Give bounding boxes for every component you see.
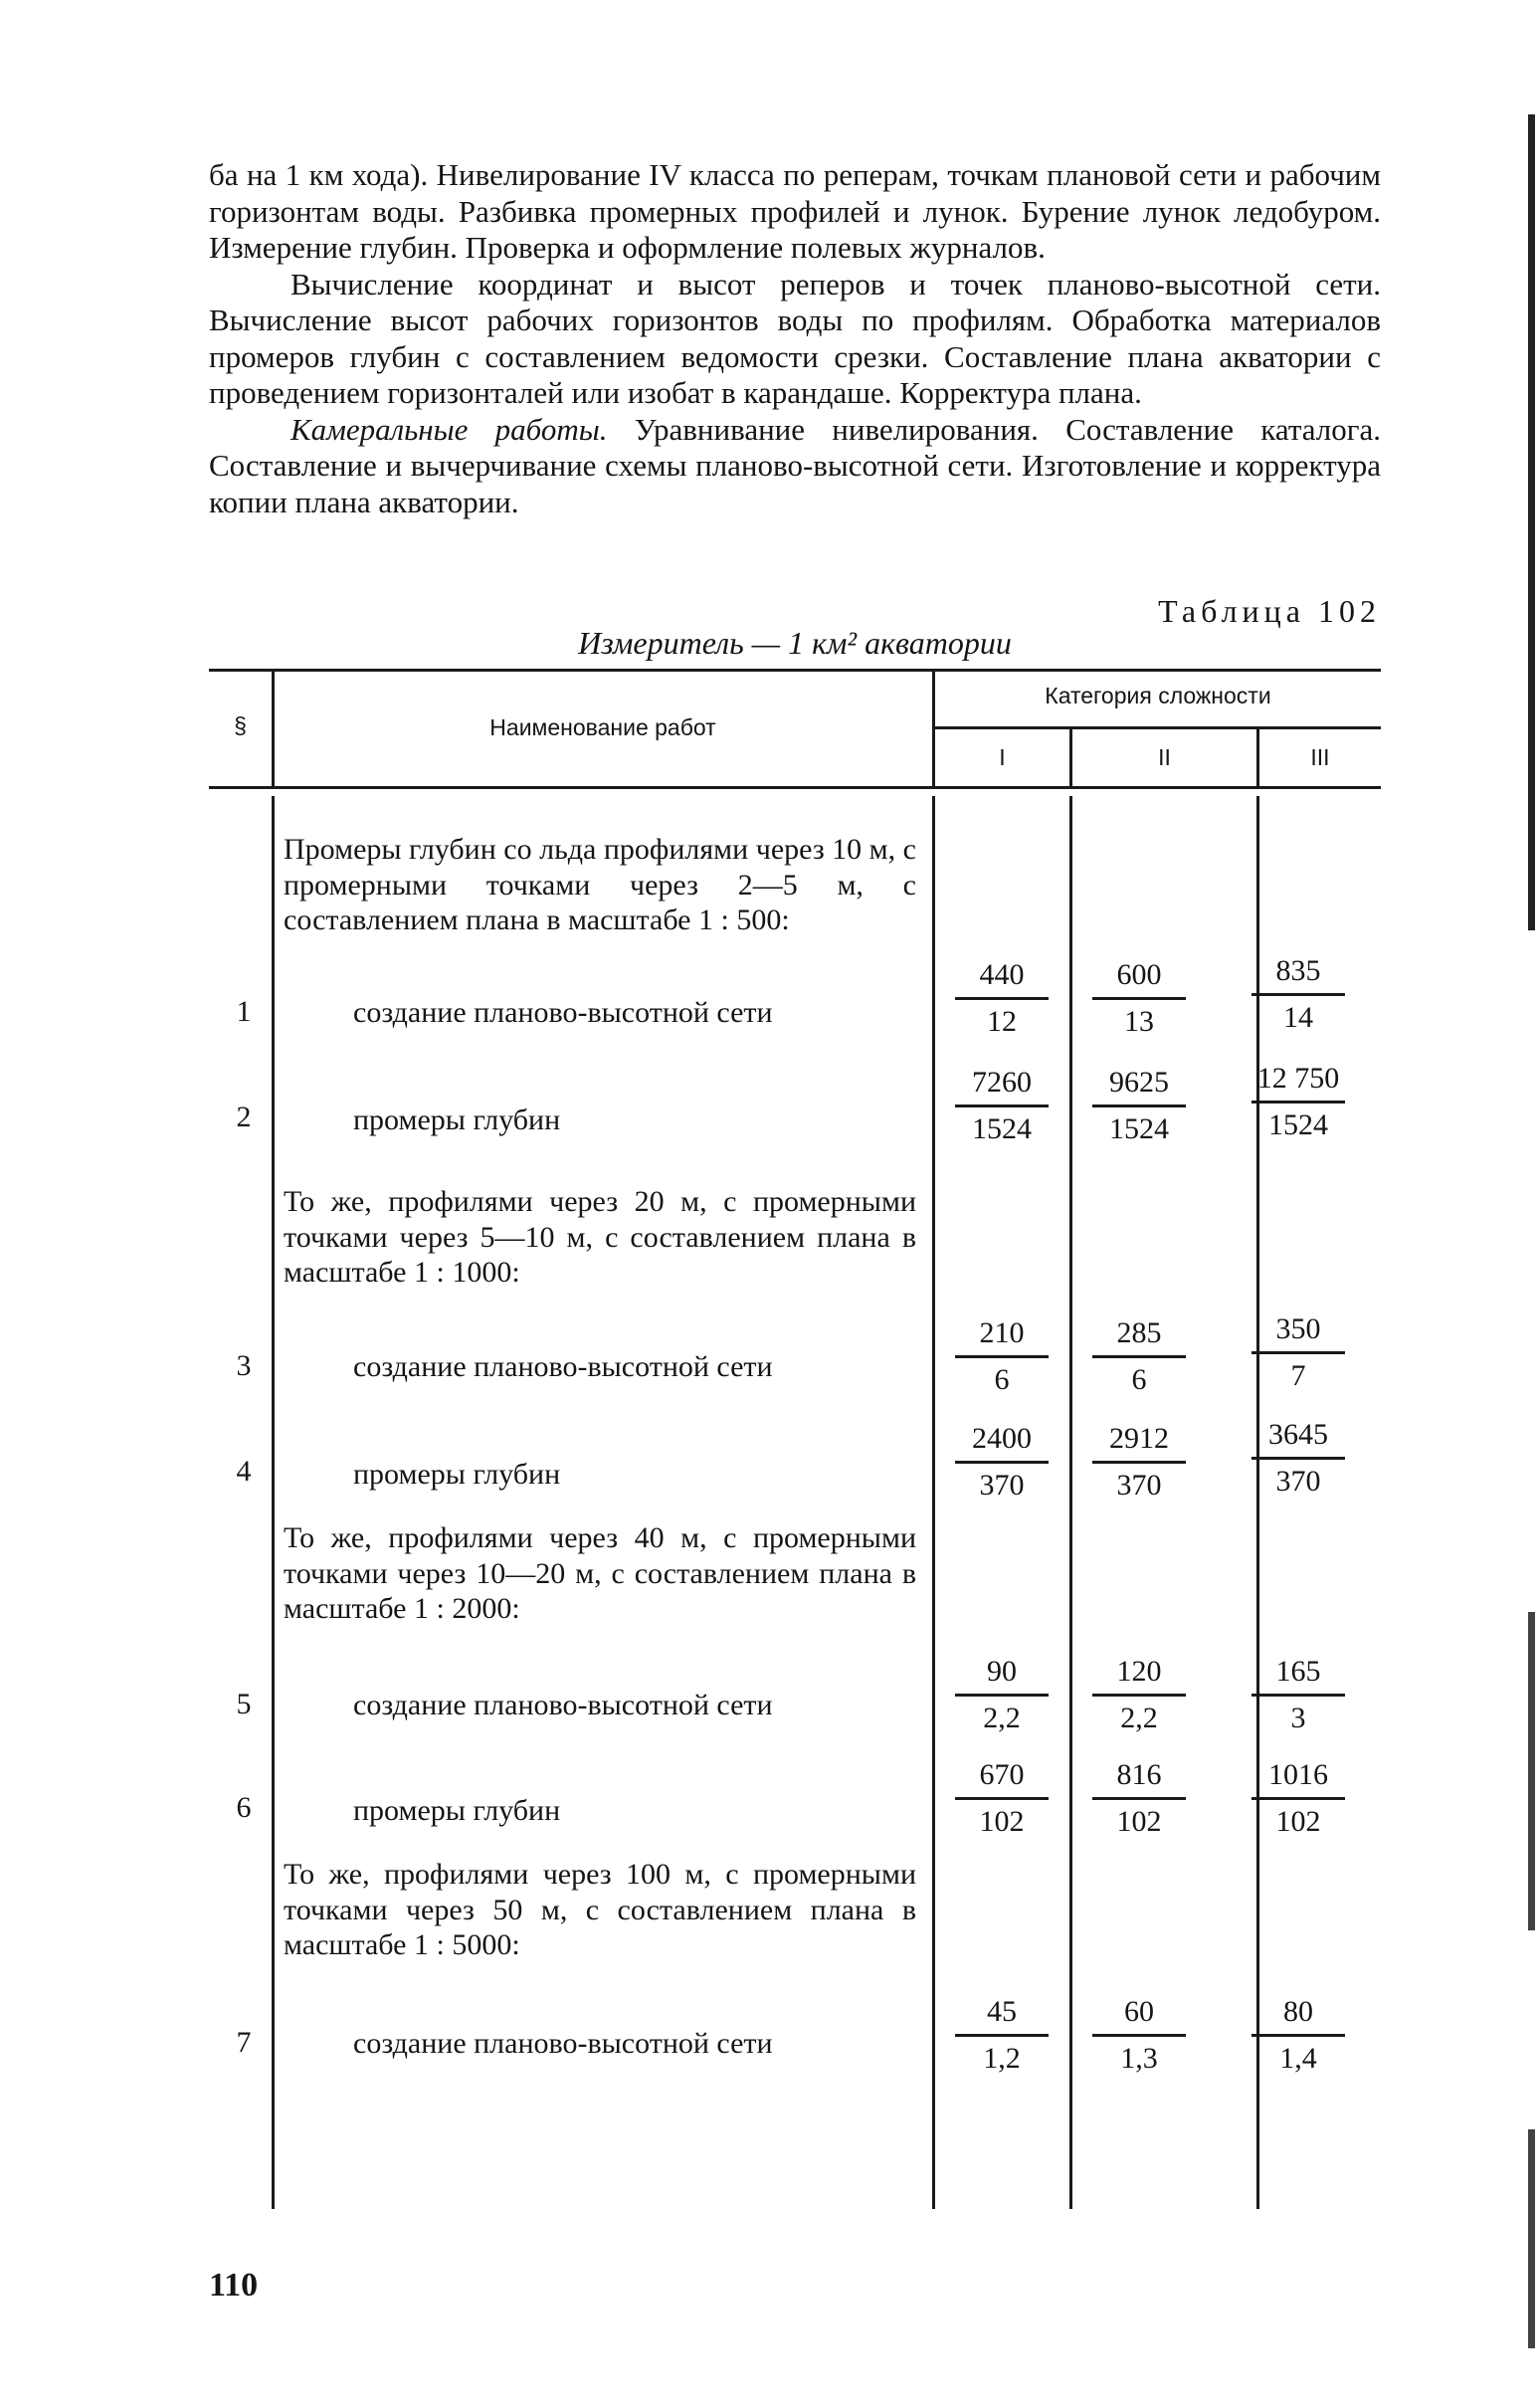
paragraph-1: ба на 1 км хода). Нивелирование IV класса по реперам, точкам плановой сети и рабочим горизонтам воды. Разбивка промерных профилей и лунок. Бурение лунок ледобуром. Измерение глубин. Проверка и оформление полевых журналов. [209, 157, 1381, 265]
table-top-rule [209, 669, 1381, 672]
scan-edge [1528, 114, 1535, 930]
value-row3-cat3: 350 7 [1244, 1311, 1353, 1394]
value-row1-cat1: 440 12 [947, 957, 1057, 1040]
header-cat-2: II [1158, 744, 1171, 770]
scan-edge [1528, 2129, 1535, 2348]
value-row3-cat2: 285 6 [1084, 1315, 1194, 1398]
category-header-rule [932, 726, 1381, 729]
value-row4-cat1: 2400 370 [947, 1421, 1057, 1504]
value-row2-cat1: 7260 1524 [947, 1065, 1057, 1147]
value-row4-cat2: 2912 370 [1084, 1421, 1194, 1504]
header-cat-3: III [1310, 744, 1330, 770]
header-bottom-rule [209, 786, 1381, 789]
row-name: создание планово-высотной сети [353, 2027, 773, 2060]
value-row4-cat3: 3645 370 [1244, 1417, 1353, 1500]
value-row5-cat2: 120 2,2 [1084, 1654, 1194, 1736]
header-name: Наименование работ [489, 714, 716, 740]
value-row7-cat1: 45 1,2 [947, 1994, 1057, 2077]
value-row1-cat3: 835 14 [1244, 953, 1353, 1036]
paragraph-3-rest: Уравнивание нивелирования. Составление каталога. Составление и вычерчивание схемы планово-высотной сети. Изготовление и корректура копии плана акватории. [209, 411, 1381, 519]
value-row2-cat3: 12 750 1524 [1244, 1061, 1353, 1143]
value-row3-cat1: 210 6 [947, 1315, 1057, 1398]
row-number: 1 [236, 995, 252, 1028]
value-row1-cat2: 600 13 [1084, 957, 1194, 1040]
value-row5-cat1: 90 2,2 [947, 1654, 1057, 1736]
value-row2-cat2: 9625 1524 [1084, 1065, 1194, 1147]
header-cat-1: I [999, 744, 1006, 770]
table-measure: Измеритель — 1 км² акватории [578, 625, 1012, 661]
row-name: создание планово-высотной сети [353, 1689, 773, 1721]
group-description-1: Промеры глубин со льда профилями через 10 м, с промерными точками через 2—5 м, с составлением плана в масштабе 1 : 500: [284, 833, 916, 936]
body-text [209, 157, 1381, 520]
row-name: промеры глубин [353, 1794, 561, 1827]
paragraph-3-lead: Камеральные работы. [290, 411, 608, 447]
value-row6-cat2: 816 102 [1084, 1757, 1194, 1840]
body-divider-3 [1069, 796, 1072, 2209]
value-row7-cat2: 60 1,3 [1084, 1994, 1194, 2077]
row-number: 7 [236, 2026, 252, 2059]
row-name: создание планово-высотной сети [353, 1350, 773, 1383]
group-description-3: То же, профилями через 40 м, с промерными точками через 10—20 м, с составлением плана в масштабе 1 : 2000: [284, 1521, 916, 1625]
row-name: промеры глубин [353, 1458, 561, 1491]
group-description-4: То же, профилями через 100 м, с промерными точками через 50 м, с составлением плана в масштабе 1 : 5000: [284, 1858, 916, 1961]
paragraph-2: Вычисление координат и высот реперов и точек планово-высотной сети. Вычисление высот рабочих горизонтов воды по профилям. Обработка материалов промеров глубин с составлением ведомости срезки. Составление плана акватории с проведением горизонталей или изобат в карандаше. Корректура плана. [209, 266, 1381, 410]
value-row6-cat1: 670 102 [947, 1757, 1057, 1840]
header-category: Категория сложности [1045, 683, 1271, 708]
row-number: 2 [236, 1101, 252, 1133]
value-row5-cat3: 165 3 [1244, 1654, 1353, 1736]
value-row6-cat3: 1016 102 [1244, 1757, 1353, 1840]
table-label: Таблица 102 [1158, 593, 1381, 629]
page-number: 110 [209, 2267, 259, 2304]
row-number: 6 [236, 1791, 252, 1824]
scan-edge [1528, 1612, 1535, 1930]
row-number: 5 [236, 1688, 252, 1720]
row-name: промеры глубин [353, 1104, 561, 1136]
paragraph-3 [209, 412, 1381, 521]
row-name: создание планово-высотной сети [353, 996, 773, 1029]
value-row7-cat3: 80 1,4 [1244, 1994, 1353, 2077]
header-section: § [234, 712, 247, 738]
group-description-2: То же, профилями через 20 м, с промерными точками через 5—10 м, с составлением плана в масштабе 1 : 1000: [284, 1185, 916, 1289]
body-divider-2 [932, 796, 935, 2209]
row-number: 3 [236, 1349, 252, 1382]
row-number: 4 [236, 1455, 252, 1488]
